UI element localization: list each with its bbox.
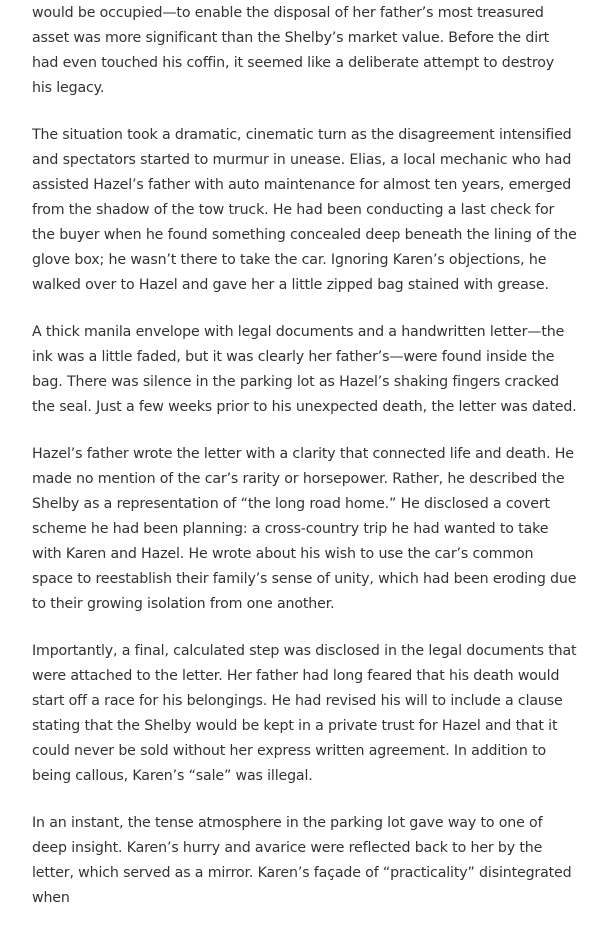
paragraph-5: Importantly, a final, calculated step was disclosed in the legal documents that were attached to the letter. Her father had long feared that his death would start off a race for his belongings. He had revised his will to include a clause stating that the Shelby would be kept in a private trust for Hazel and that it could never be sold without her express written agreement. In addition to being callous, Karen’s “sale” was illegal. xyxy=(32,643,577,784)
paragraph-4: Hazel’s father wrote the letter with a clarity that connected life and death. He made no mention of the car’s rarity or horsepower. Rather, he described the Shelby as a representation of “the long road home.” He disclosed a covert scheme he had been planning: a cross-country trip he had wanted to take with Karen and Hazel. He wrote about his wish to use the car’s common space to reestablish their family’s sense of unity, which had been eroding due to their growing isolation from one another. xyxy=(32,446,577,612)
paragraph-2: The situation took a dramatic, cinematic turn as the disagreement intensified and spectators started to murmur in unease. Elias, a local mechanic who had assisted Hazel’s father with auto maintenance for almost ten years, emerged from the shadow of the tow truck. He had been conducting a last check for the buyer when he found something concealed deep beneath the lining of the glove box; he wasn’t there to take the car. Ignoring Karen’s objections, he walked over to Hazel and gave her a little zipped bag stained with grease. xyxy=(32,127,577,293)
article-body xyxy=(32,0,577,933)
paragraph-6: In an instant, the tense atmosphere in the parking lot gave way to one of deep insight. Karen’s hurry and avarice were reflected back to her by the letter, which served as a mirror. Karen’s façade of “practicality” disintegrated when xyxy=(32,815,572,906)
paragraph-1: would be occupied—to enable the disposal of her father’s most treasured asset was more significant than the Shelby’s market value. Before the dirt had even touched his coffin, it seemed like a deliberate attempt to destroy his legacy. xyxy=(32,5,554,96)
paragraph-3: A thick manila envelope with legal documents and a handwritten letter—the ink was a little faded, but it was clearly her father’s—were found inside the bag. There was silence in the parking lot as Hazel’s shaking fingers cracked the seal. Just a few weeks prior to his unexpected death, the letter was dated. xyxy=(32,324,577,415)
